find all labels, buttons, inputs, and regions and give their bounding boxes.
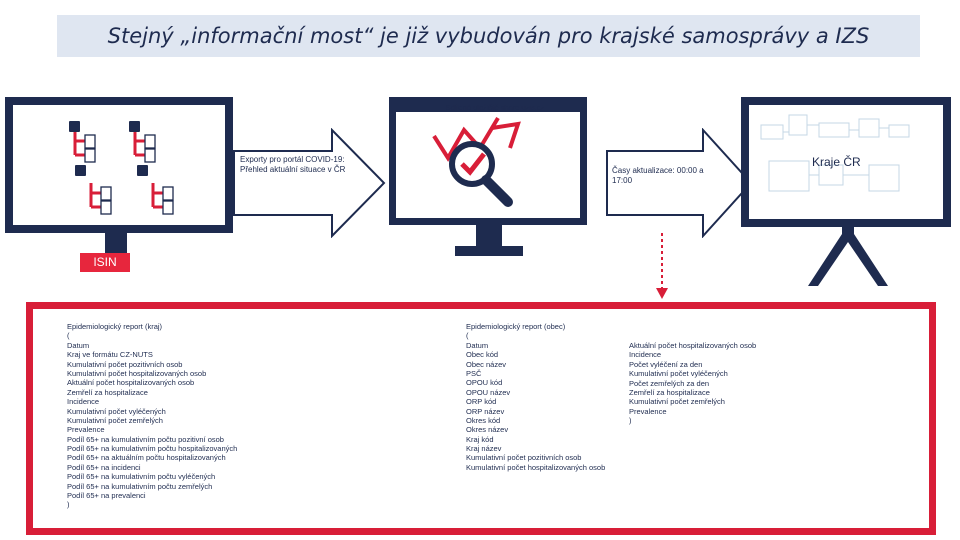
- list-item: Incidence: [67, 397, 100, 407]
- list-item: Kumulativní počet pozitivních osob: [67, 359, 183, 369]
- slide-title: Stejný „informační most“ je již vybudován pro krajské samosprávy a IZS: [107, 24, 870, 48]
- report-obec-cont-list: [629, 341, 756, 426]
- list-item: Okres kód: [466, 415, 501, 425]
- kraje-label: Kraje ČR: [812, 155, 861, 169]
- list-item: Kumulativní počet zemřelých: [629, 397, 725, 407]
- list-item: Aktuální počet hospitalizovaných osob: [67, 378, 195, 388]
- list-item: Podíl 65+ na kumulativním počtu hospitalizovaných: [67, 444, 238, 454]
- list-item: Prevalence: [67, 425, 105, 435]
- list-item: Zemřelí za hospitalizace: [67, 387, 148, 397]
- list-item: Datum: [67, 340, 90, 350]
- report-kraj-list: [67, 322, 237, 510]
- list-item: Kumulativní počet zemřelých: [67, 415, 163, 425]
- share-screen: [396, 112, 580, 218]
- list-item: ORP kód: [466, 397, 497, 407]
- list-item: Incidence: [629, 350, 662, 360]
- share-monitor-stand: [476, 225, 502, 247]
- isin-screen: [13, 105, 225, 225]
- list-item: OPOU název: [466, 387, 511, 397]
- list-item: Kumulativní počet vyléčených: [67, 406, 166, 416]
- share-label: Sdílené uložiště share.uzis.cz: [445, 103, 545, 112]
- list-item: ORP název: [466, 406, 505, 416]
- magnifier-check-icon: [426, 112, 546, 222]
- report-obec-list: [466, 322, 605, 472]
- list-item: Epidemiologický report (obec): [466, 322, 566, 331]
- list-item: ): [629, 416, 632, 426]
- export-arrow: [232, 128, 387, 238]
- list-item: Podíl 65+ na kumulativním počtu pozitivní osob: [67, 434, 224, 444]
- list-item: Aktuální počet hospitalizovaných osob: [629, 341, 757, 350]
- list-item: Okres název: [466, 425, 509, 435]
- list-item: Podíl 65+ na incidenci: [67, 462, 141, 472]
- list-item: Epidemiologický report (kraj): [67, 322, 163, 331]
- list-item: OPOU kód: [466, 378, 503, 388]
- list-item: Kumulativní počet hospitalizovaných osob: [466, 462, 606, 472]
- list-item: (: [67, 331, 70, 341]
- title-bar: [57, 15, 920, 57]
- document-tree-icon: [61, 115, 191, 225]
- isin-monitor-stand: [105, 233, 127, 253]
- list-item: Podíl 65+ na kumulativním počtu zemřelých: [67, 481, 213, 491]
- list-item: Počet vyléčení za den: [629, 359, 703, 369]
- projector-stand: [808, 226, 888, 286]
- list-item: Kraj kód: [466, 434, 494, 444]
- share-monitor-base: [455, 246, 523, 256]
- list-item: Počet zemřelých za den: [629, 378, 710, 388]
- list-item: Podíl 65+ na kumulativním počtu vyléčených: [67, 472, 216, 482]
- list-item: Datum: [466, 340, 489, 350]
- list-item: Kraj ve formátu CZ-NUTS: [67, 350, 153, 360]
- list-item: Prevalence: [629, 406, 667, 416]
- list-item: Podíl 65+ na aktuálním počtu hospitalizovaných: [67, 453, 226, 463]
- dotted-connector: [652, 233, 672, 303]
- list-item: Obec název: [466, 359, 507, 369]
- isin-monitor: [5, 97, 233, 233]
- share-monitor: [389, 97, 587, 225]
- list-item: Zemřelí za hospitalizace: [629, 387, 710, 397]
- list-item: Kraj název: [466, 444, 502, 454]
- list-item: Podíl 65+ na prevalenci: [67, 491, 146, 501]
- update-arrow-text: Časy aktualizace: 00:00 a 17:00: [612, 166, 704, 185]
- list-item: Obec kód: [466, 350, 499, 360]
- list-item: Kumulativní počet pozitivních osob: [466, 453, 582, 463]
- list-item: ): [67, 500, 70, 510]
- list-item: PSČ: [466, 368, 482, 378]
- list-item: Kumulativní počet hospitalizovaných osob: [67, 368, 207, 378]
- export-arrow-text: Exporty pro portál COVID-19: Přehled aktuální situace v ČR: [240, 155, 346, 174]
- list-item: (: [466, 331, 469, 341]
- list-item: Kumulativní počet vyléčených: [629, 369, 728, 379]
- isin-badge: ISIN: [80, 253, 130, 272]
